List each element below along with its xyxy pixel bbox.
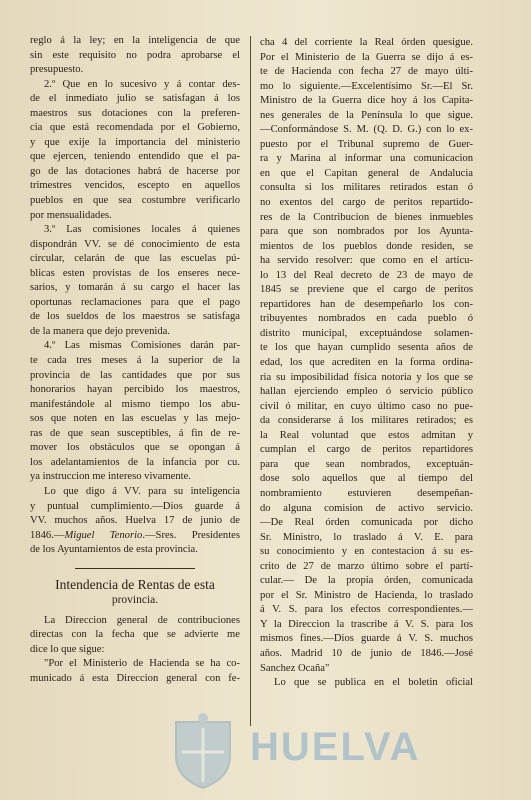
text-line: cha 4 del corriente la Real órden quesigue. (260, 37, 473, 48)
text-line: mo lo siguiente.—Excelentísimo Sr.—El Sr. (260, 80, 473, 92)
text-line: res de la Contribucion de bienes inmuebles (260, 211, 473, 223)
text-line: para que sean nombrados, exceptuán- (260, 458, 473, 470)
text-line: da considerarse á los militares retirados; es (260, 415, 473, 427)
text-line: sin este requisito no podra aprobarse el (30, 49, 240, 61)
text-line: manifestándole al mismo tiempo los abu- (30, 398, 240, 410)
text-line: te de Hacienda con fecha 27 de mayo últi- (260, 66, 473, 78)
text-line: municado á esta Direccion general con fe- (30, 672, 240, 684)
text-line: distrito municipal, exceptuándose solamen- (260, 327, 473, 339)
text-line: y que exije la importancia del ministerio (30, 136, 240, 148)
text-line: tribuyentes nombrados en cada pueblo ó (260, 313, 473, 325)
text-line: por mensualidades. (30, 209, 112, 221)
text-line: —Conformándose S. M. (Q. D. G.) con lo ex- (260, 124, 473, 136)
text-line: Sanchez Ocaña" (260, 662, 330, 674)
text-line: Ministro de la Guerra dice hoy á los Capita- (260, 95, 473, 107)
text-line: 2.º Que en lo sucesivo y á contar des- (44, 78, 240, 90)
text-line: maestros sus dotaciones con la preferen- (30, 107, 240, 119)
text-line: VV. muchos años. Huelva 17 de junio de (30, 515, 240, 527)
text-line: nes generales de la Península lo que sigue. (260, 109, 473, 121)
text-line: en que el Capitan general de Andalucia (260, 167, 473, 179)
text-line: presupuesto. (30, 64, 84, 76)
text-line: sarios, y tomarán á su cargo el hacer las (30, 282, 240, 294)
text-line: mientos de los pueblos donde residen, se (260, 240, 473, 252)
text-line: para que son nombrados por los Ayunta- (260, 226, 473, 238)
text-line: que ejercen, teniendo entendido que el pa- (30, 151, 240, 163)
text-line: años. Madrid 10 de junio de 1846.—José (260, 647, 473, 659)
text-line: Lo que se publica en el boletin oficial (274, 677, 473, 689)
text-line: civil ó militar, en cuyo último caso no pue- (260, 400, 473, 412)
text-line: dispondrán VV. se dé conocimiento de esta (30, 238, 240, 250)
text-line: do alguna comision de activo servicio. (260, 502, 473, 514)
text-line: circular, celarán de que las escuelas pú- (30, 253, 240, 265)
text-line: ria su imposibilidad física notoria y los que se (260, 371, 473, 383)
text-line: ya instruccion me intereso vivamente. (30, 471, 191, 483)
text-line: crito de 27 de marzo último sobre el partí- (260, 560, 473, 572)
text-line: y puntual cumplimiento.—Dios guarde á (30, 500, 240, 512)
text-line: dice lo que sigue: (30, 643, 105, 655)
text-line: edad, los que acrediten en la forma ordina- (260, 357, 473, 369)
text-line: te los que hayan cumplido sesenta años de (260, 342, 473, 354)
text-line: repartidores han de desempeñarlo los con- (260, 298, 473, 310)
section-rule (75, 568, 195, 569)
text-line: blicas esten provistas de los enseres nece- (30, 267, 240, 279)
text-line: "Por el Ministerio de Hacienda se ha co- (44, 658, 240, 670)
text-line: los adelantamientos de la infancia por cu. (30, 456, 240, 468)
coat-of-arms-watermark (168, 712, 238, 790)
watermark-label: HUELVA (250, 725, 421, 769)
signature-date: 1846.— (30, 529, 65, 541)
section-heading: Intendencia de Rentas de esta (55, 576, 215, 592)
signature-addressee: .—Sres. Presidentes (142, 529, 240, 541)
text-line: la Real voluntad que estos admitan y (260, 429, 473, 441)
text-line: lo 13 del Real decreto de 23 de mayo de (260, 269, 473, 281)
text-line: Y la Direccion la trascribe á V. S. para los (260, 618, 473, 630)
text-line: de los sueldos de los maestros se satisfaga (30, 311, 240, 323)
section-subheading: provincia. (111, 593, 159, 606)
text-line: ha servido resolver: que como en el artícu- (260, 255, 473, 267)
text-line: 3.º Las comisiones locales á quienes (44, 224, 240, 236)
text-line: pueblos en que sea costumbre verificarlo (30, 195, 240, 207)
text-line: sos que noten en las escuelas y las mejo- (30, 413, 240, 425)
text-line: puesto por el Tribunal supremo de Guer- (260, 138, 473, 150)
text-line: te cada tres meses á la superior de la (30, 355, 240, 367)
text-line: consulta si los militares retirados estan ó (260, 182, 473, 194)
text-line: ras de que sean susceptibles, á fin de re- (30, 427, 240, 439)
text-line: nombramiento estuvieren desempeñan- (260, 487, 473, 499)
right-column (260, 36, 473, 691)
text-line: de el inmediato julio se satisfagan á los (30, 93, 240, 105)
signature-line (30, 529, 240, 544)
text-line: Sr. Ministro, lo traslado á V. E. para (260, 531, 473, 543)
text-line: honorarios hayan percibido los maestros, (30, 384, 240, 396)
text-line: su conocimiento y en contestacion á su es- (260, 546, 473, 558)
text-line: por el Sr. Ministro de Hacienda, lo traslado (260, 589, 473, 601)
text-line: mismos fines.—Dios guarde á V. S. muchos (260, 633, 473, 645)
text-line: ra y Marina al informar una comunicacion (260, 153, 473, 165)
signature-line-2: de los Ayuntamientos de esta provincia. (30, 544, 198, 556)
text-line: cumplan el cargo de peritos repartidores (260, 444, 473, 456)
text-line: mover los obstáculos que se opongan á (30, 442, 240, 454)
text-line: directas con la fecha que se advierte me (30, 629, 240, 641)
text-line: go de las dotaciones habrá de hacerse por (30, 165, 240, 177)
text-line: no exentos del cargo de peritos repartido- (260, 197, 473, 209)
left-column (30, 34, 240, 686)
text-line: Lo que digo á VV. para su inteligencia (44, 485, 240, 497)
text-line: 4.º Las mismas Comisiones darán par- (44, 340, 240, 352)
text-line: Por el Ministerio de la Guerra se dijo á es- (260, 51, 473, 63)
text-line: de la manera que dejo prevenida. (30, 325, 171, 337)
text-line: cia que está recomendada por el Gobierno, (30, 122, 240, 134)
text-line: 1845 se previene que el cargo de peritos (260, 284, 473, 296)
text-line: trimestres vencidos, escepto en aquellos (30, 180, 240, 192)
text-line: dose solo aquellos que al tiempo del (260, 473, 473, 485)
text-line: La Direccion general de contribuciones (44, 614, 240, 626)
text-line: oportunas reclamaciones para que el pago (30, 296, 240, 308)
text-line: reglo á la ley; en la inteligencia de que (30, 35, 240, 46)
text-line: provincia de las cantidades que por sus (30, 369, 240, 381)
text-line: cular.— De la propia órden, comunicada (260, 575, 473, 587)
column-divider (250, 36, 251, 726)
text-line: —De Real órden comunicada por dicho (260, 517, 473, 529)
text-line: á V. S. para los efectos correspondientes.— (260, 604, 473, 616)
signatory-name: Miguel Tenorio (64, 529, 143, 541)
text-line: hallan ejerciendo empleo ó servicio público (260, 386, 473, 398)
